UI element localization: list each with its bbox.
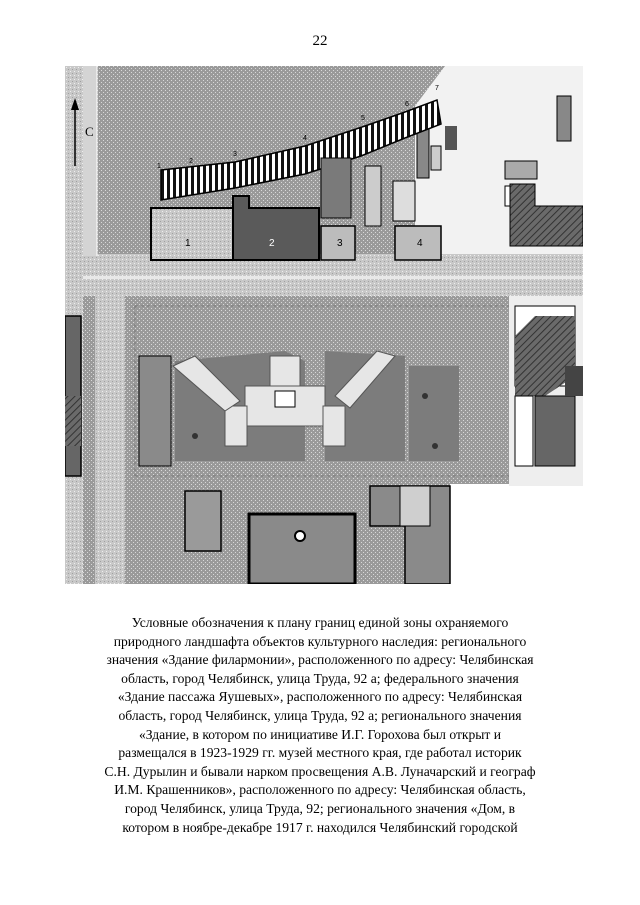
central-block: [139, 351, 459, 466]
zone-point-7: 7: [435, 85, 439, 92]
legend-line: «Здание, в котором по инициативе И.Г. Горохова был открыт и: [138, 726, 502, 742]
zone-point-5: 5: [361, 115, 365, 122]
legend-line: город Челябинск, улица Труда, 92; регионального значения «Дом, в: [124, 800, 516, 816]
east-buildings: [509, 296, 583, 486]
map-legend-caption: [70, 614, 570, 837]
legend-line: природного ландшафта объектов культурного наследия: регионального: [113, 633, 527, 649]
legend-line: «Здание пассажа Яушевых», расположенного по адресу: Челябинская: [117, 689, 523, 705]
west-buildings: [65, 316, 81, 476]
legend-line: область, город Челябинск, улица Труда, 92 а; федерального значения: [121, 670, 519, 686]
zone-point-4: 4: [303, 135, 307, 142]
zone-point-6: 6: [405, 101, 409, 108]
legend-line: область, город Челябинск, улица Труда, 92 а; регионального значения: [118, 707, 522, 723]
building-number-4: 4: [417, 238, 423, 249]
building-number-2: 2: [269, 238, 275, 249]
legend-line: С.Н. Дурылин и бывали нарком просвещения А.В. Луначарский и географ: [104, 763, 536, 779]
site-plan-map: [65, 66, 583, 584]
legend-line: И.М. Крашенников», расположенного по адресу: Челябинская область,: [114, 782, 526, 798]
page-number: 22: [312, 33, 328, 49]
zone-point-2: 2: [189, 158, 193, 165]
legend-line: размещался в 1923-1929 гг. музей местного края, где работал историк: [118, 745, 522, 761]
building-number-1: 1: [185, 238, 191, 249]
zone-point-1: 1: [157, 163, 161, 170]
building-number-3: 3: [337, 238, 343, 249]
legend-line: котором в ноябре-декабре 1917 г. находился Челябинский городской: [122, 819, 518, 835]
legend-line: Условные обозначения к плану границ единой зоны охраняемого: [131, 615, 509, 630]
north-label: С: [85, 124, 94, 139]
legend-line: значения «Здание филармонии», расположенного по адресу: Челябинская: [106, 652, 534, 668]
zone-point-3: 3: [233, 151, 237, 158]
